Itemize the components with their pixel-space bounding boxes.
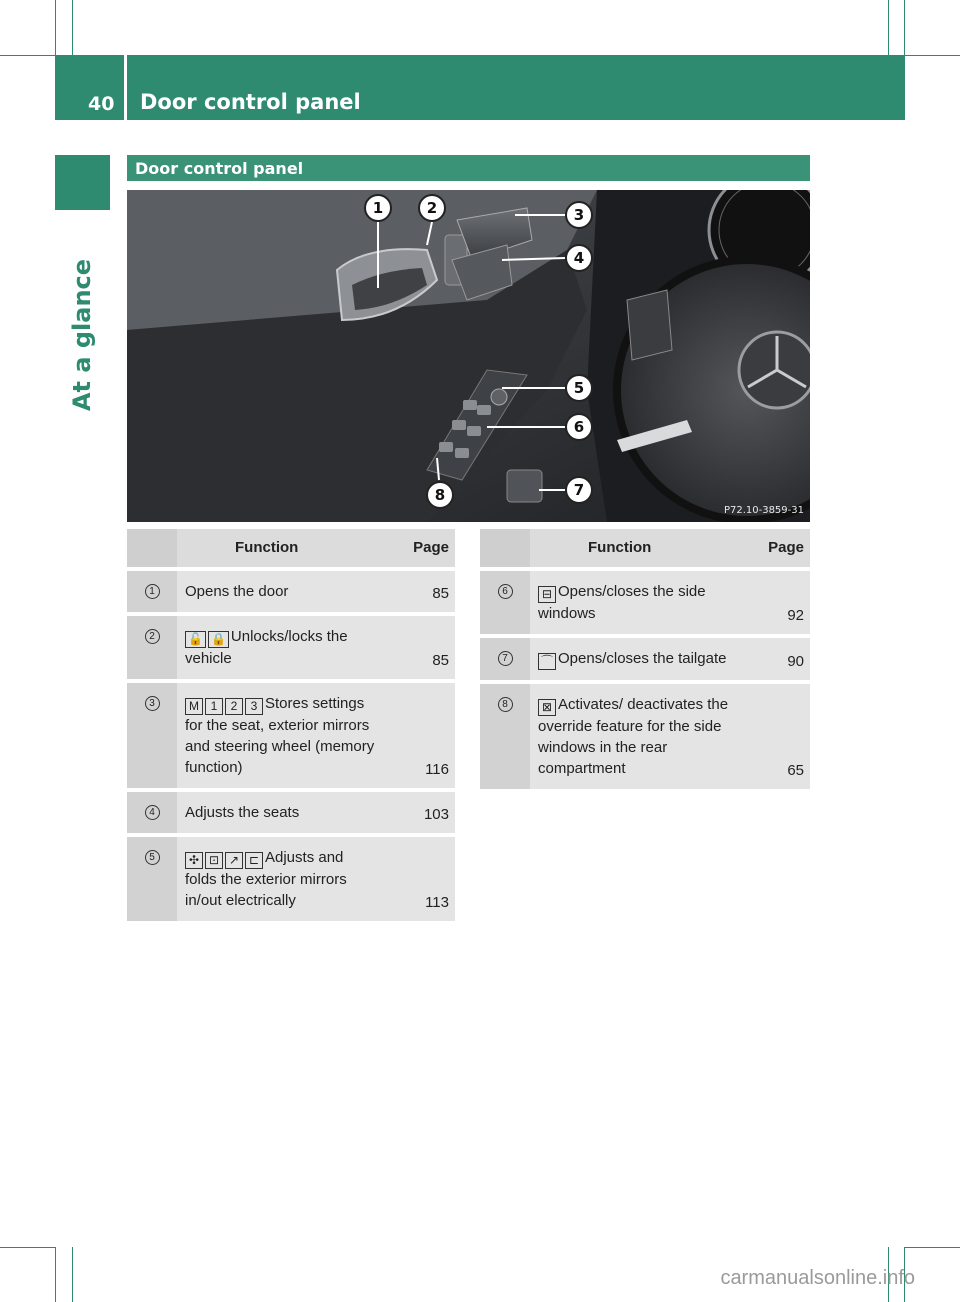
row-number — [127, 681, 177, 790]
row-number — [127, 835, 177, 921]
function-table-right — [480, 529, 810, 789]
row-function — [177, 614, 385, 681]
row-number — [127, 569, 177, 614]
page-number: 40 — [88, 93, 115, 115]
row-page: 85 — [385, 614, 455, 681]
table-row — [480, 636, 810, 682]
control-symbol-icon: 🔓 — [185, 631, 206, 648]
function-text: Stores settings for the seat, exterior mirrors and steering wheel (memory function) — [185, 695, 375, 776]
svg-text:5: 5 — [573, 379, 585, 397]
control-symbol-icon: ⊠ — [538, 699, 556, 716]
number-badge: 2 — [145, 629, 160, 644]
callout-3 — [566, 202, 592, 228]
row-function — [530, 682, 740, 789]
row-function — [530, 569, 740, 636]
number-badge: 4 — [145, 805, 160, 820]
row-number — [480, 682, 530, 789]
svg-text:4: 4 — [573, 249, 585, 267]
table-row — [127, 790, 455, 835]
crop-mark — [905, 1247, 960, 1248]
control-symbol-icon: ⊏ — [245, 852, 263, 869]
control-symbol-icon: 3 — [245, 698, 263, 715]
crop-mark — [72, 1247, 73, 1302]
row-function — [177, 790, 385, 835]
function-text: Adjusts and folds the exterior mirrors in/out electrically — [185, 849, 347, 909]
crop-mark — [905, 55, 960, 56]
side-tab-label: At a glance — [68, 258, 96, 412]
row-function — [177, 681, 385, 790]
number-badge: 1 — [145, 584, 160, 599]
callout-7 — [566, 477, 592, 503]
crop-mark — [0, 55, 55, 56]
header-page: Page — [385, 529, 455, 569]
header-separator — [124, 55, 127, 120]
section-title: Door control panel — [135, 159, 304, 178]
table-row — [127, 569, 455, 614]
crop-mark — [0, 1247, 55, 1248]
row-page: 116 — [385, 681, 455, 790]
svg-text:7: 7 — [573, 481, 585, 499]
table-row — [127, 614, 455, 681]
crop-mark — [55, 1247, 56, 1302]
control-symbol-icon: ⌒ — [538, 653, 556, 670]
row-page: 85 — [385, 569, 455, 614]
svg-text:6: 6 — [573, 418, 585, 436]
function-text: Opens/closes the side windows — [538, 583, 706, 622]
svg-text:1: 1 — [372, 199, 384, 217]
watermark: carmanualsonline.info — [720, 1267, 915, 1289]
table-header-row — [127, 529, 455, 569]
row-number — [480, 636, 530, 682]
row-page: 113 — [385, 835, 455, 921]
crop-mark — [888, 0, 889, 55]
svg-text:8: 8 — [434, 486, 446, 504]
control-symbol-icon: ✣ — [185, 852, 203, 869]
header-number — [127, 529, 177, 569]
table-row — [127, 681, 455, 790]
table-row — [480, 682, 810, 789]
function-text: Adjusts the seats — [185, 804, 300, 821]
callout-2 — [419, 195, 445, 221]
control-symbol-icon: 1 — [205, 698, 223, 715]
control-symbol-icon: ⊡ — [205, 852, 223, 869]
side-tab-block — [55, 155, 110, 210]
door-panel-illustration — [127, 190, 810, 522]
row-number — [480, 569, 530, 636]
function-table-left — [127, 529, 455, 921]
row-number — [127, 614, 177, 681]
header-number — [480, 529, 530, 569]
svg-text:3: 3 — [573, 206, 585, 224]
function-text: Opens the door — [185, 583, 289, 600]
row-page: 65 — [740, 682, 810, 789]
callout-6 — [566, 414, 592, 440]
function-text: Activates/ deactivates the override feature for the side windows in the rear compartment — [538, 696, 729, 777]
svg-text:2: 2 — [426, 199, 438, 217]
page-header-title: Door control panel — [140, 90, 361, 114]
function-text: Unlocks/locks the vehicle — [185, 628, 348, 667]
table-row — [127, 835, 455, 921]
crop-mark — [904, 0, 905, 55]
control-symbol-icon: 🔒 — [208, 631, 229, 648]
callout-4 — [566, 245, 592, 271]
door-panel-photo — [127, 190, 810, 522]
header-function: Function — [177, 529, 385, 569]
header-page: Page — [740, 529, 810, 569]
number-badge: 5 — [145, 850, 160, 865]
row-function — [177, 569, 385, 614]
number-badge: 3 — [145, 696, 160, 711]
row-page: 90 — [740, 636, 810, 682]
control-symbol-icon: 2 — [225, 698, 243, 715]
callout-5 — [566, 375, 592, 401]
number-badge: 6 — [498, 584, 513, 599]
control-symbol-icon: ⊟ — [538, 586, 556, 603]
callout-1 — [365, 195, 391, 221]
row-function — [530, 636, 740, 682]
row-page: 92 — [740, 569, 810, 636]
crop-mark — [55, 0, 56, 55]
number-badge: 8 — [498, 697, 513, 712]
row-number — [127, 790, 177, 835]
control-symbol-icon: M — [185, 698, 203, 715]
crop-mark — [72, 0, 73, 55]
row-function — [177, 835, 385, 921]
header-function: Function — [530, 529, 740, 569]
row-page: 103 — [385, 790, 455, 835]
callout-8 — [427, 482, 453, 508]
table-row — [480, 569, 810, 636]
function-text: Opens/closes the tailgate — [558, 650, 727, 667]
number-badge: 7 — [498, 651, 513, 666]
table-header-row — [480, 529, 810, 569]
control-symbol-icon: ↗ — [225, 852, 243, 869]
image-code: P72.10-3859-31 — [723, 505, 804, 516]
